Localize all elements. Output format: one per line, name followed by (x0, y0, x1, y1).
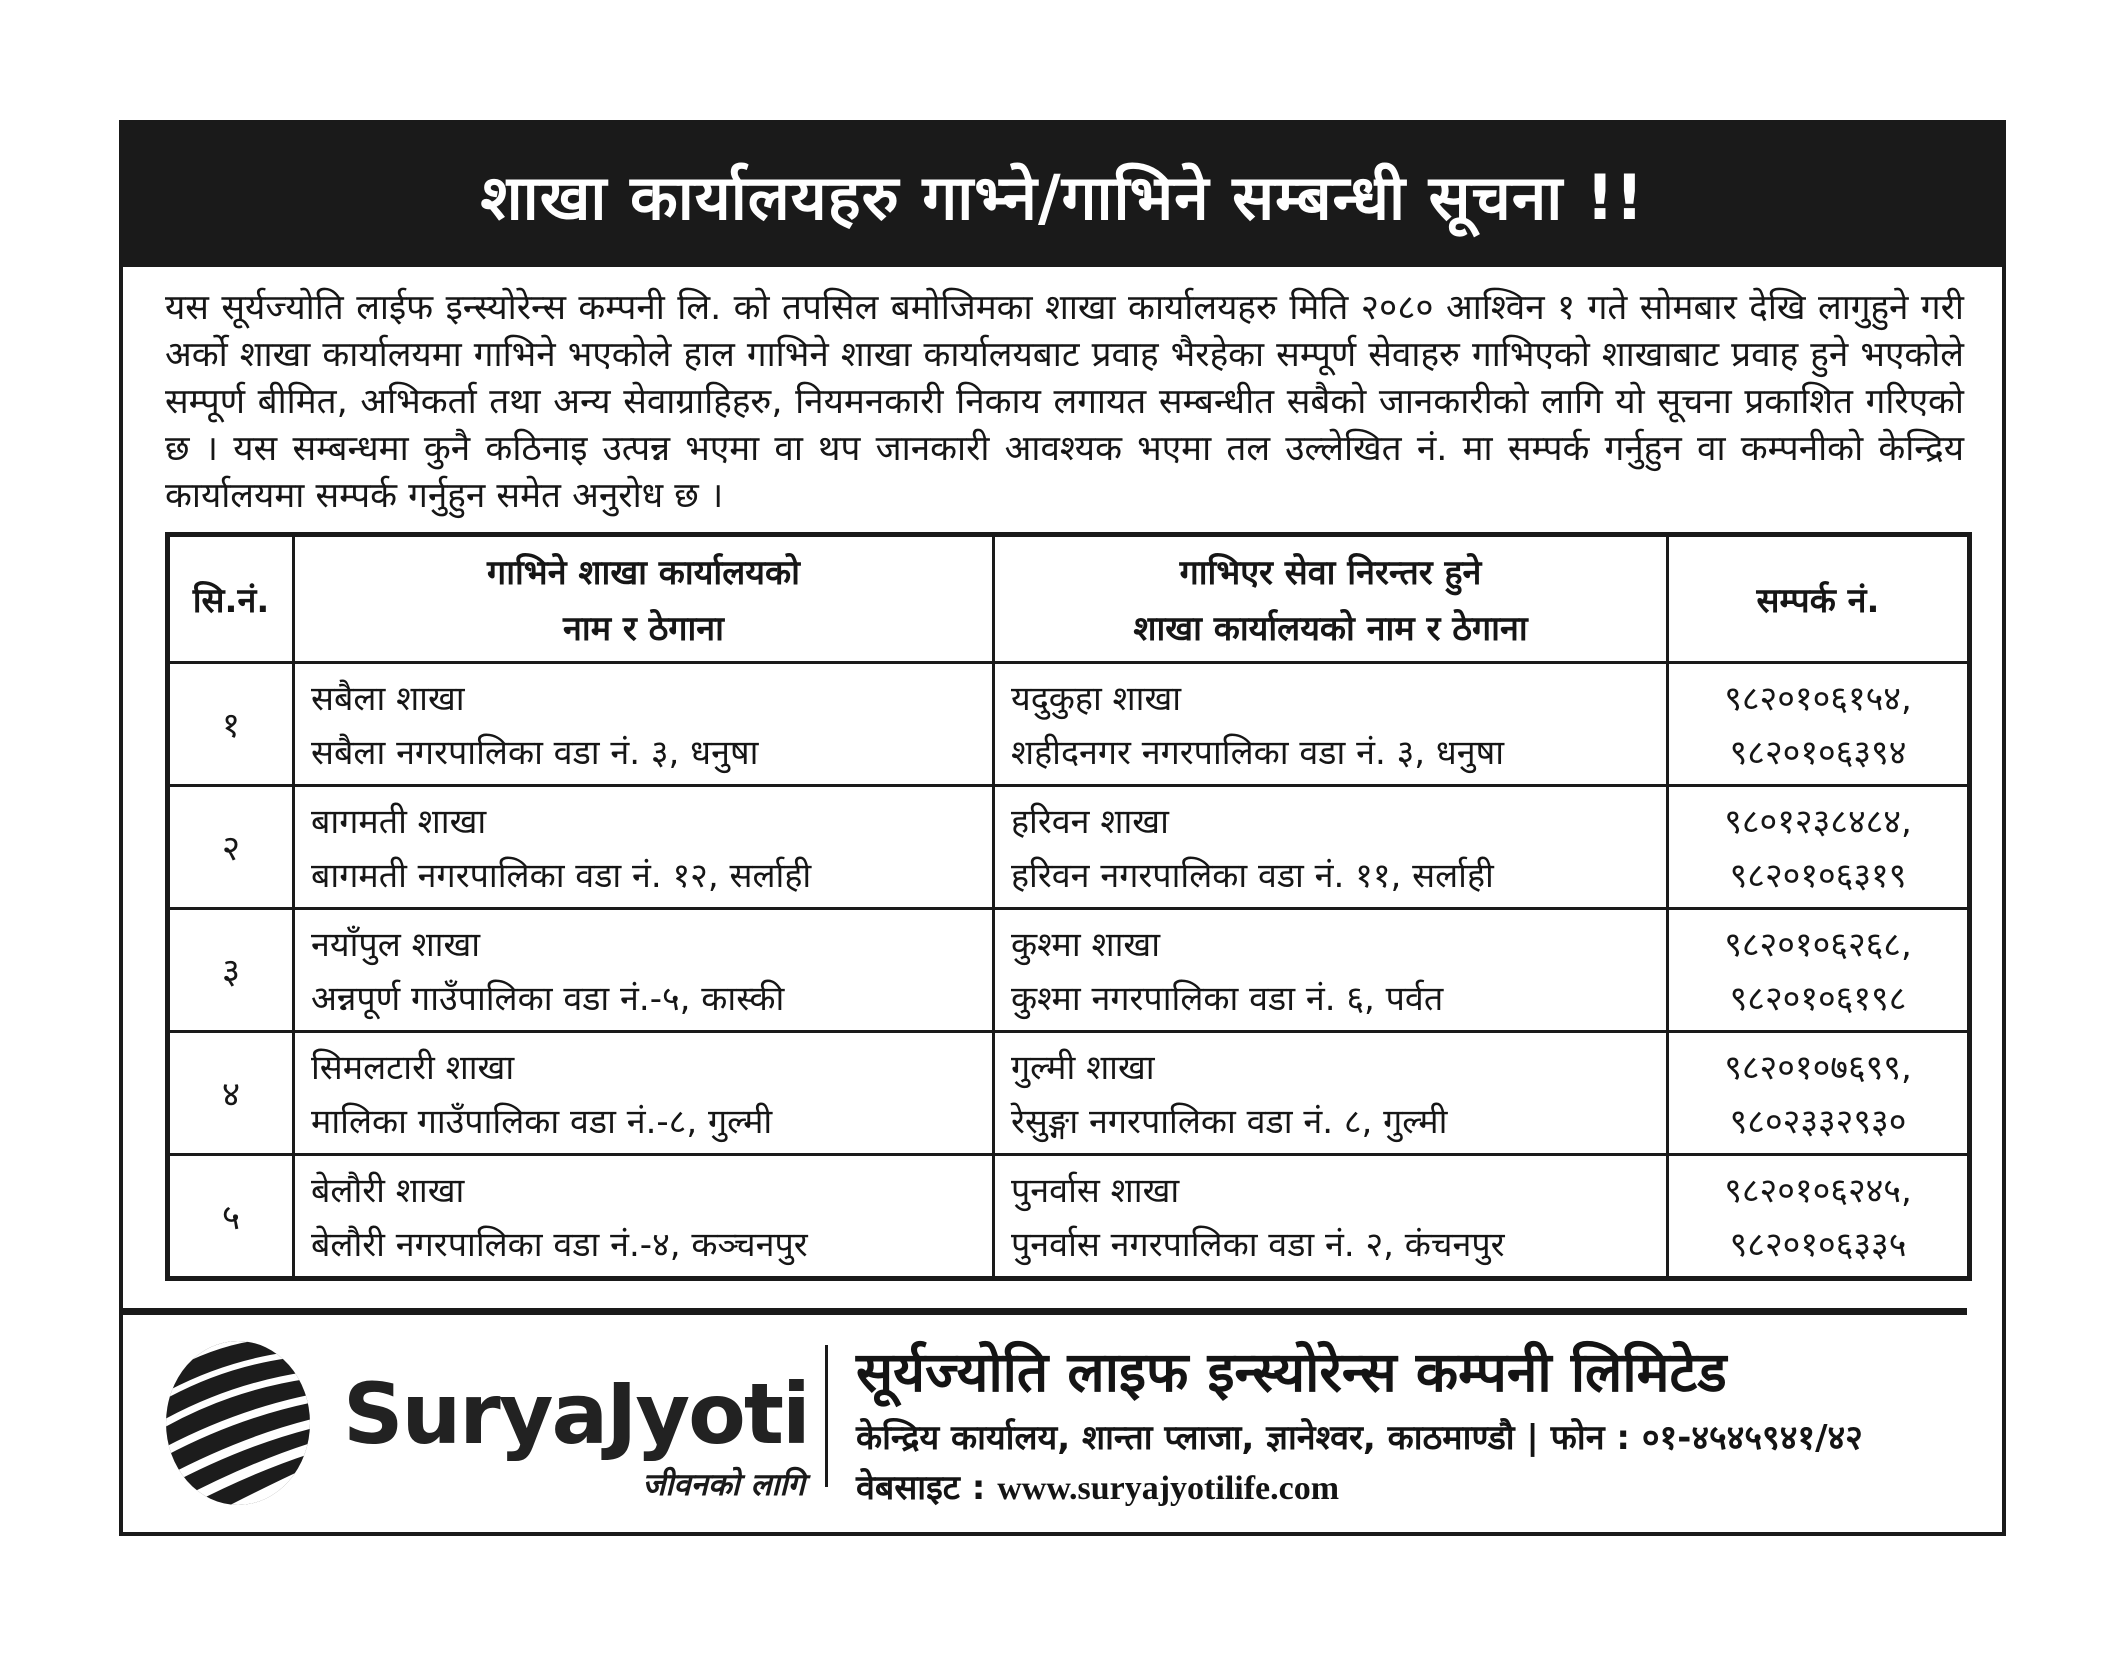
logo-text-block (343, 1365, 811, 1505)
notice-body-paragraph: यस सूर्यज्योति लाईफ इन्स्योरेन्स कम्पनी लि. को तपसिल बमोजिमका शाखा कार्यालयहरु मिति २०८० आश्विन १ गते सोमबार देखि लागुहुने गरी अर्को शाखा कार्यालयमा गाभिने भएकोले हाल गाभिने शाखा कार्यालयबाट प्रवाह भैरहेका सम्पूर्ण सेवाहरु गाभिएको शाखाबाट प्रवाह हुने भएकोले सम्पूर्ण बीमित, अभिकर्ता तथा अन्य सेवाग्राहिहरु, नियमनकारी निकाय लगायत सम्बन्धीत सबैको जानकारीको लागि यो सूचना प्रकाशित गरिएको छ । यस सम्बन्धमा कुनै कठिनाइ उत्पन्न भएमा वा थप जानकारी आवश्यक भएमा तल उल्लेखित नं. मा सम्पर्क गर्नुहुन वा कम्पनीको केन्द्रिय कार्यालयमा सम्पर्क गर्नुहुन समेत अनुरोध छ । (165, 288, 1964, 516)
header-merging-branch (294, 535, 994, 663)
branch-name: पुनर्वास शाखा (1011, 1171, 1180, 1211)
phone-number: ९८२०१०६२४५, (1724, 1171, 1912, 1211)
continuing-branch-cell (994, 1032, 1668, 1155)
branch-name: बागमती शाखा (311, 802, 487, 842)
continuing-branch-cell (994, 786, 1668, 909)
header-merging-line1: गाभिने शाखा कार्यालयको (487, 553, 800, 593)
header-continuing-branch (994, 535, 1668, 663)
branch-address: अन्नपूर्ण गाउँपालिका वडा नं.-५, कास्की (311, 979, 785, 1019)
branch-name: गुल्मी शाखा (1011, 1048, 1155, 1088)
notice-title: शाखा कार्यालयहरु गाभ्ने/गाभिने सम्बन्धी सूचना !! (480, 160, 1645, 234)
company-logo (163, 1339, 811, 1507)
contact-numbers-cell (1668, 786, 1970, 909)
phone-number: ९८०१२३८४८४, (1724, 802, 1912, 842)
contact-numbers-cell (1668, 1032, 1970, 1155)
branch-address: सबैला नगरपालिका वडा नं. ३, धनुषा (311, 733, 759, 773)
branch-name: सिमलटारी शाखा (311, 1048, 515, 1088)
merging-branch-cell (294, 909, 994, 1032)
branch-name: हरिवन शाखा (1011, 802, 1169, 842)
header-serial-label: सि.नं. (192, 581, 270, 621)
contact-numbers-cell (1668, 663, 1970, 786)
contact-numbers-cell (1668, 1155, 1970, 1279)
contact-numbers-cell (1668, 909, 1970, 1032)
company-name: सूर्यज्योति लाइफ इन्स्योरेन्स कम्पनी लिमिटेड (856, 1340, 1727, 1404)
header-contact-number (1668, 535, 1970, 663)
table-row (168, 1155, 1970, 1279)
merging-branch-cell (294, 1032, 994, 1155)
serial-number-cell: २ (168, 786, 294, 909)
table-header-row (168, 535, 1970, 663)
branches-table (165, 532, 1972, 1281)
serial-number-cell: ४ (168, 1032, 294, 1155)
merging-branch-cell (294, 1155, 994, 1279)
company-info (856, 1339, 1863, 1509)
header-contact-label: सम्पर्क नं. (1756, 581, 1880, 621)
notice-page (119, 120, 2006, 1536)
branch-name: नयाँपुल शाखा (311, 925, 481, 965)
phone-number: ९८२०१०६३९४ (1729, 733, 1907, 773)
branch-address: पुनर्वास नगरपालिका वडा नं. २, कंचनपुर (1011, 1225, 1505, 1265)
serial-number-cell: ३ (168, 909, 294, 1032)
branch-name: सबैला शाखा (311, 679, 465, 719)
company-address-phone: केन्द्रिय कार्यालय, शान्ता प्लाजा, ज्ञानेश्वर, काठमाण्डौ | फोन : ०१-४५४५९४१/४२ (856, 1418, 1863, 1458)
header-banner (123, 124, 2002, 267)
table-row (168, 909, 1970, 1032)
branch-address: मालिका गाउँपालिका वडा नं.-८, गुल्मी (311, 1102, 773, 1142)
website-url: www.suryajyotilife.com (997, 1470, 1340, 1507)
merging-branch-cell (294, 663, 994, 786)
table-row (168, 786, 1970, 909)
phone-number: ९८२०१०६३१९ (1729, 856, 1907, 896)
company-website (856, 1463, 1863, 1509)
table-row (168, 1032, 1970, 1155)
logo-sphere-icon (163, 1339, 313, 1507)
branch-address: कुश्मा नगरपालिका वडा नं. ६, पर्वत (1011, 979, 1444, 1019)
footer (123, 1315, 2002, 1509)
continuing-branch-cell (994, 909, 1668, 1032)
continuing-branch-cell (994, 1155, 1668, 1279)
phone-number: ९८२०१०७६९९, (1724, 1048, 1912, 1088)
header-continuing-line2: शाखा कार्यालयको नाम र ठेगाना (1133, 609, 1528, 649)
footer-divider-rule (123, 1308, 1967, 1315)
phone-number: ९८२०१०६३३५ (1729, 1225, 1907, 1265)
table-row (168, 663, 1970, 786)
branch-name: कुश्मा शाखा (1011, 925, 1161, 965)
branch-address: रेसुङ्गा नगरपालिका वडा नं. ८, गुल्मी (1011, 1102, 1448, 1142)
phone-number: ९८०२३३२९३० (1729, 1102, 1907, 1142)
branch-name: यदुकुहा शाखा (1011, 679, 1182, 719)
website-label: वेबसाइट : (856, 1468, 986, 1508)
header-continuing-line1: गाभिएर सेवा निरन्तर हुने (1179, 553, 1482, 593)
header-serial-number (168, 535, 294, 663)
continuing-branch-cell (994, 663, 1668, 786)
serial-number-cell: ५ (168, 1155, 294, 1279)
serial-number-cell: १ (168, 663, 294, 786)
phone-number: ९८२०१०६१५४, (1724, 679, 1912, 719)
logo-wordmark: SuryaJyoti (343, 1365, 809, 1463)
phone-number: ९८२०१०६२६८, (1724, 925, 1912, 965)
branch-address: शहीदनगर नगरपालिका वडा नं. ३, धनुषा (1011, 733, 1505, 773)
footer-vertical-divider (825, 1345, 828, 1487)
header-merging-line2: नाम र ठेगाना (563, 609, 724, 649)
logo-tagline: जीवनको लागि (642, 1467, 805, 1503)
branch-address: बेलौरी नगरपालिका वडा नं.-४, कञ्चनपुर (311, 1225, 808, 1265)
merging-branch-cell (294, 786, 994, 909)
branch-name: बेलौरी शाखा (311, 1171, 465, 1211)
branch-address: बागमती नगरपालिका वडा नं. १२, सर्लाही (311, 856, 812, 896)
phone-number: ९८२०१०६१९८ (1729, 979, 1907, 1019)
branch-address: हरिवन नगरपालिका वडा नं. ११, सर्लाही (1011, 856, 1494, 896)
